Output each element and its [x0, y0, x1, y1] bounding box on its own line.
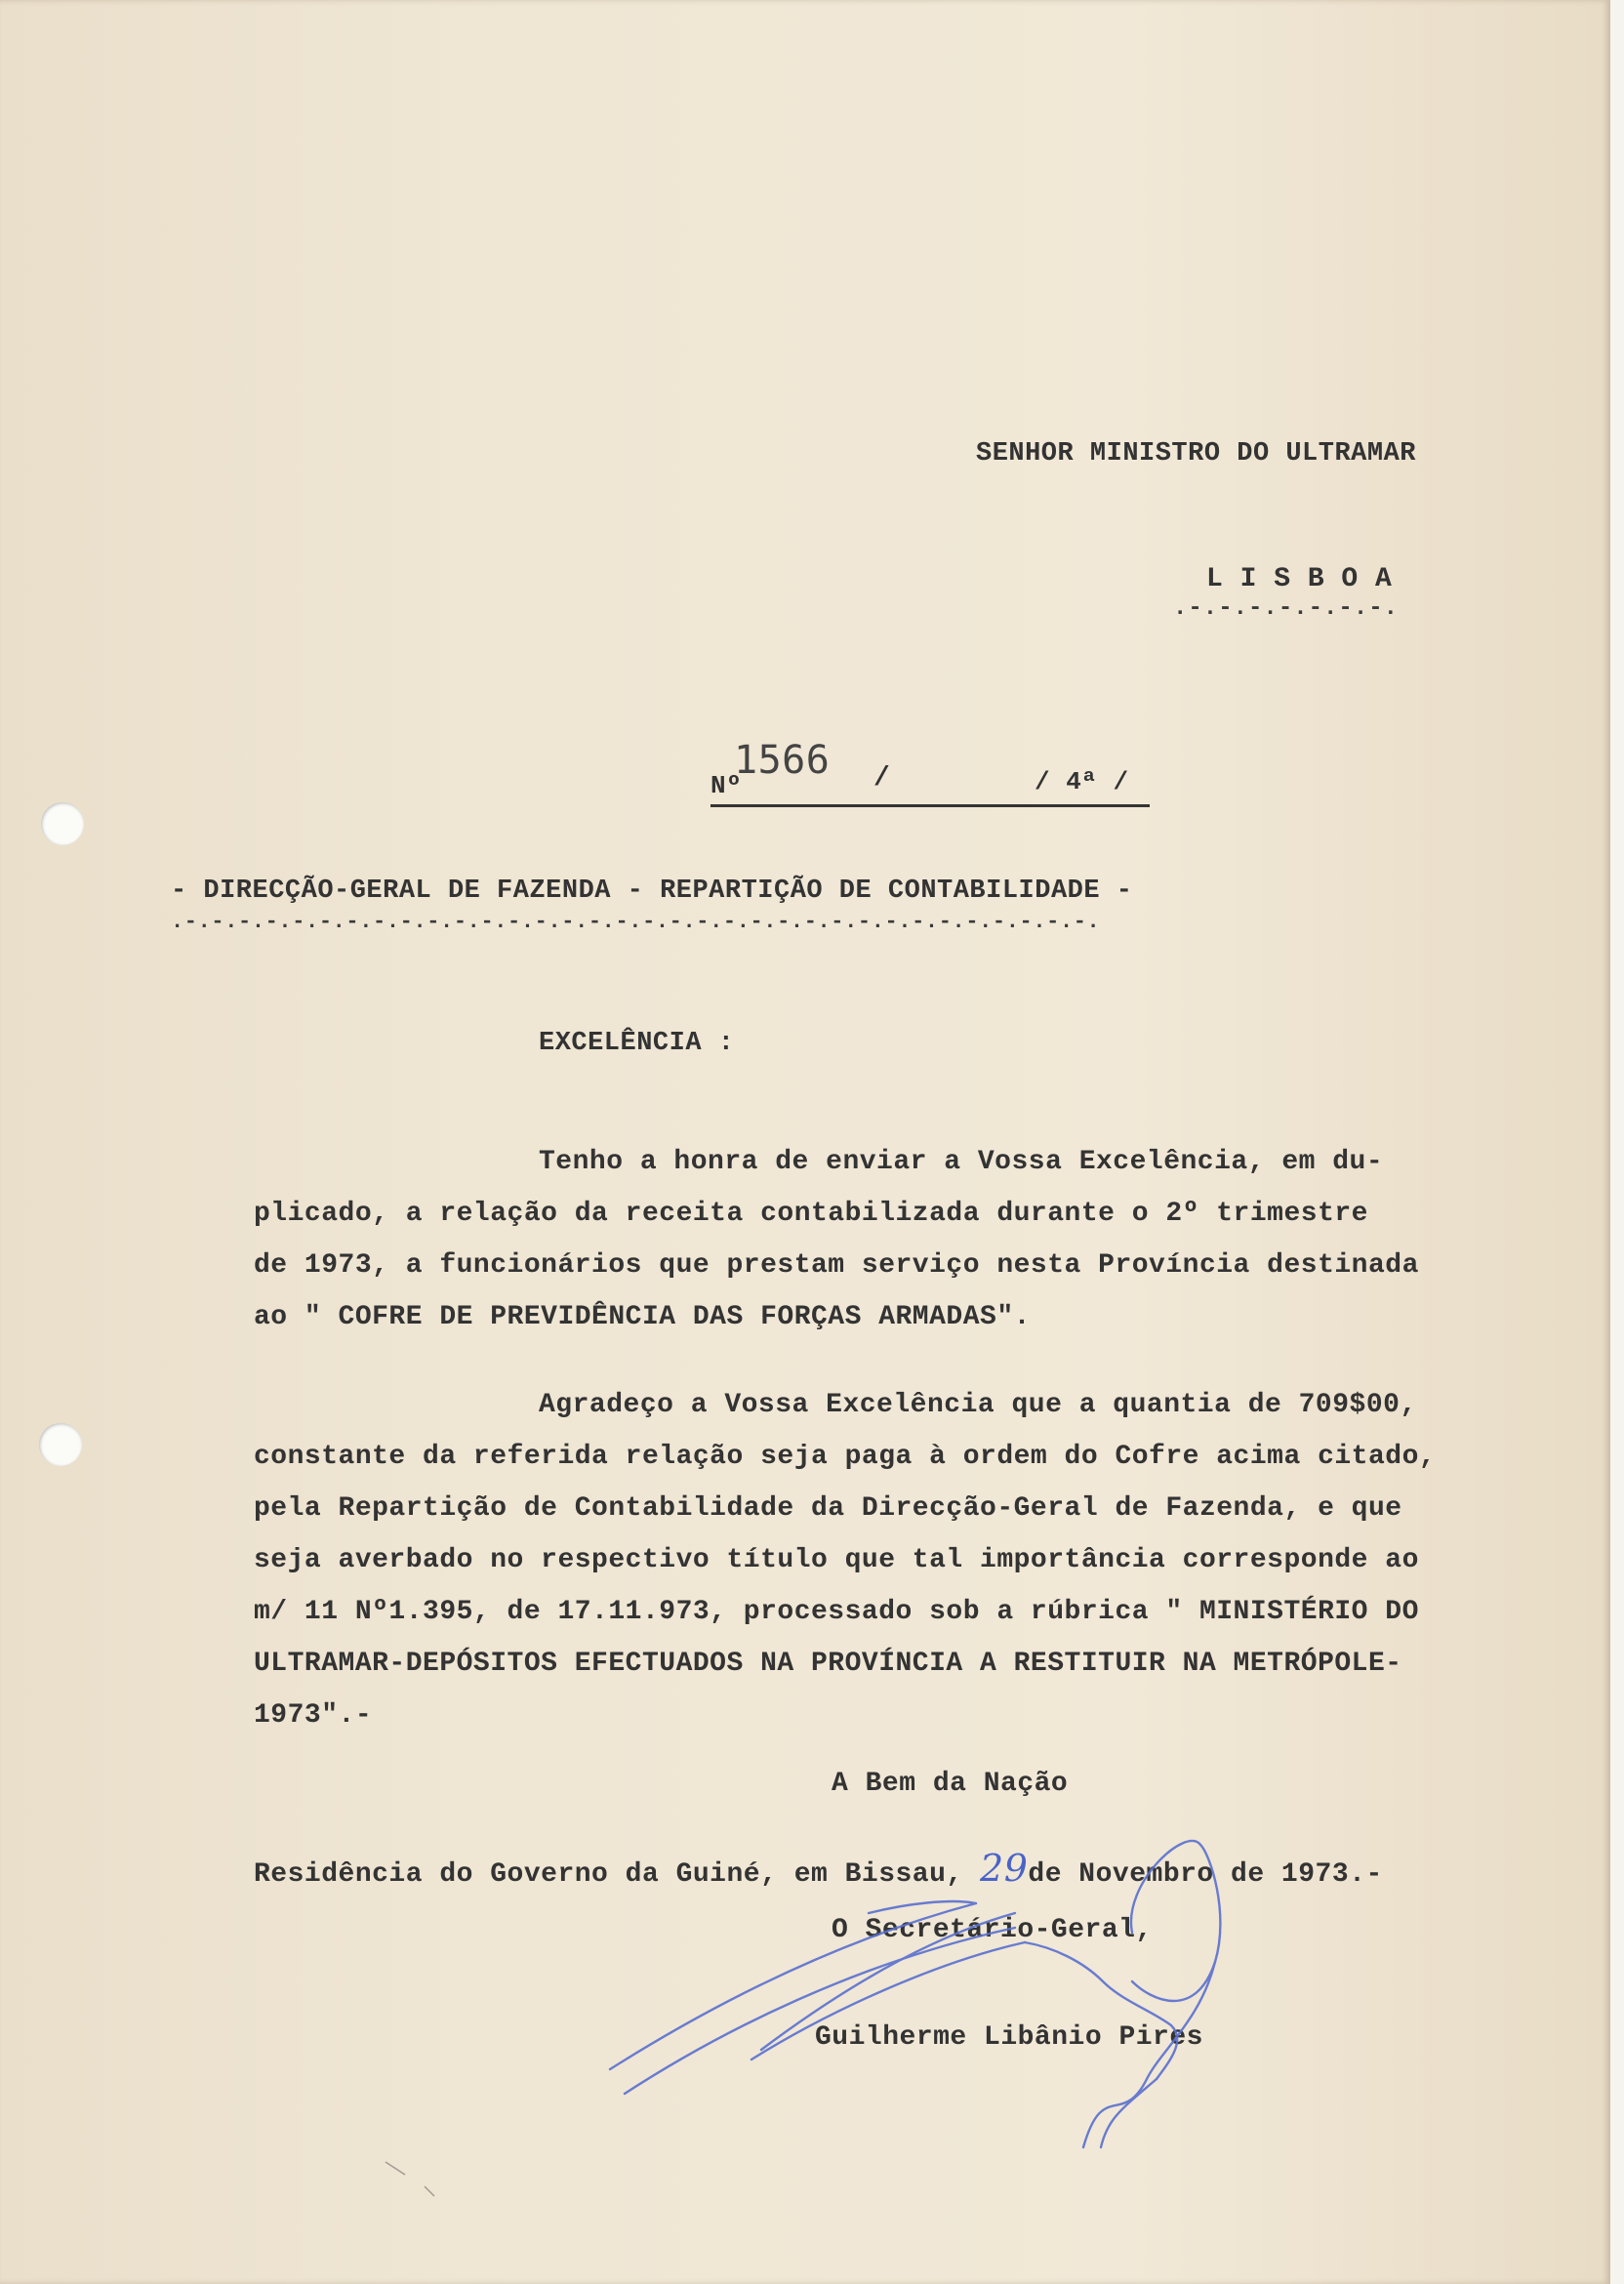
reference-prefix: Nº	[710, 771, 743, 800]
handwritten-day: 29	[980, 1847, 1029, 1890]
paragraph-line: seja averbado no respectivo título que tal importância corresponde ao	[254, 1545, 1419, 1575]
paragraph-line: de 1973, a funcionários que prestam serviço nesta Província destinada	[254, 1250, 1419, 1281]
reference-number: 1566	[734, 738, 831, 783]
paragraph-line: pela Repartição de Contabilidade da Direcção-Geral de Fazenda, e que	[254, 1493, 1402, 1524]
department-heading: - DIRECÇÃO-GERAL DE FAZENDA - REPARTIÇÃO DE CONTABILIDADE -	[171, 877, 1133, 906]
paragraph-line: Tenho a honra de enviar a Vossa Excelência, em du-	[539, 1147, 1384, 1177]
page-edge	[1610, 0, 1624, 2284]
paragraph-line: constante da referida relação seja paga à ordem do Cofre acima citado,	[254, 1442, 1437, 1472]
paragraph-line: m/ 11 Nº1.395, de 17.11.973, processado sob a rúbrica " MINISTÉRIO DO	[254, 1597, 1419, 1627]
salutation: EXCELÊNCIA :	[539, 1029, 735, 1058]
paragraph-line: Agradeço a Vossa Excelência que a quantia de 709$00,	[539, 1390, 1417, 1420]
city-underline: .-.-.-.-.-.-.-.	[1173, 595, 1400, 622]
paragraph-line: ULTRAMAR-DEPÓSITOS EFECTUADOS NA PROVÍNCIA A RESTITUIR NA METRÓPOLE-	[254, 1649, 1402, 1679]
paragraph-line: ao " COFRE DE PREVIDÊNCIA DAS FORÇAS ARMADAS".	[254, 1302, 1031, 1332]
paragraph-line: plicado, a relação da receita contabilizada durante o 2º trimestre	[254, 1199, 1368, 1229]
closing: A Bem da Nação	[832, 1769, 1069, 1799]
punch-hole-bottom	[39, 1423, 82, 1466]
signatory-title: O Secretário-Geral,	[832, 1915, 1153, 1945]
place-date-text: Residência do Governo da Guiné, em Bissau,	[254, 1859, 981, 1890]
place-date-text-end: de Novembro de 1973.-	[1028, 1859, 1383, 1890]
place-date	[254, 1847, 1383, 1890]
reference-suffix: / 4ª /	[1035, 767, 1129, 796]
signatory-name: Guilherme Libânio Pires	[815, 2022, 1203, 2053]
paragraph-line: 1973".-	[254, 1700, 373, 1731]
reference-underline	[710, 804, 1150, 807]
department-underline: .-.-.-.-.-.-.-.-.-.-.-.-.-.-.-.-.-.-.-.-.-.-.-.-.-.-.-.-.-.-.-.-.-.-.	[171, 910, 1101, 934]
punch-hole-top	[41, 802, 84, 845]
addressee: SENHOR MINISTRO DO ULTRAMAR	[976, 439, 1416, 469]
city: L I S B O A	[1206, 564, 1393, 594]
